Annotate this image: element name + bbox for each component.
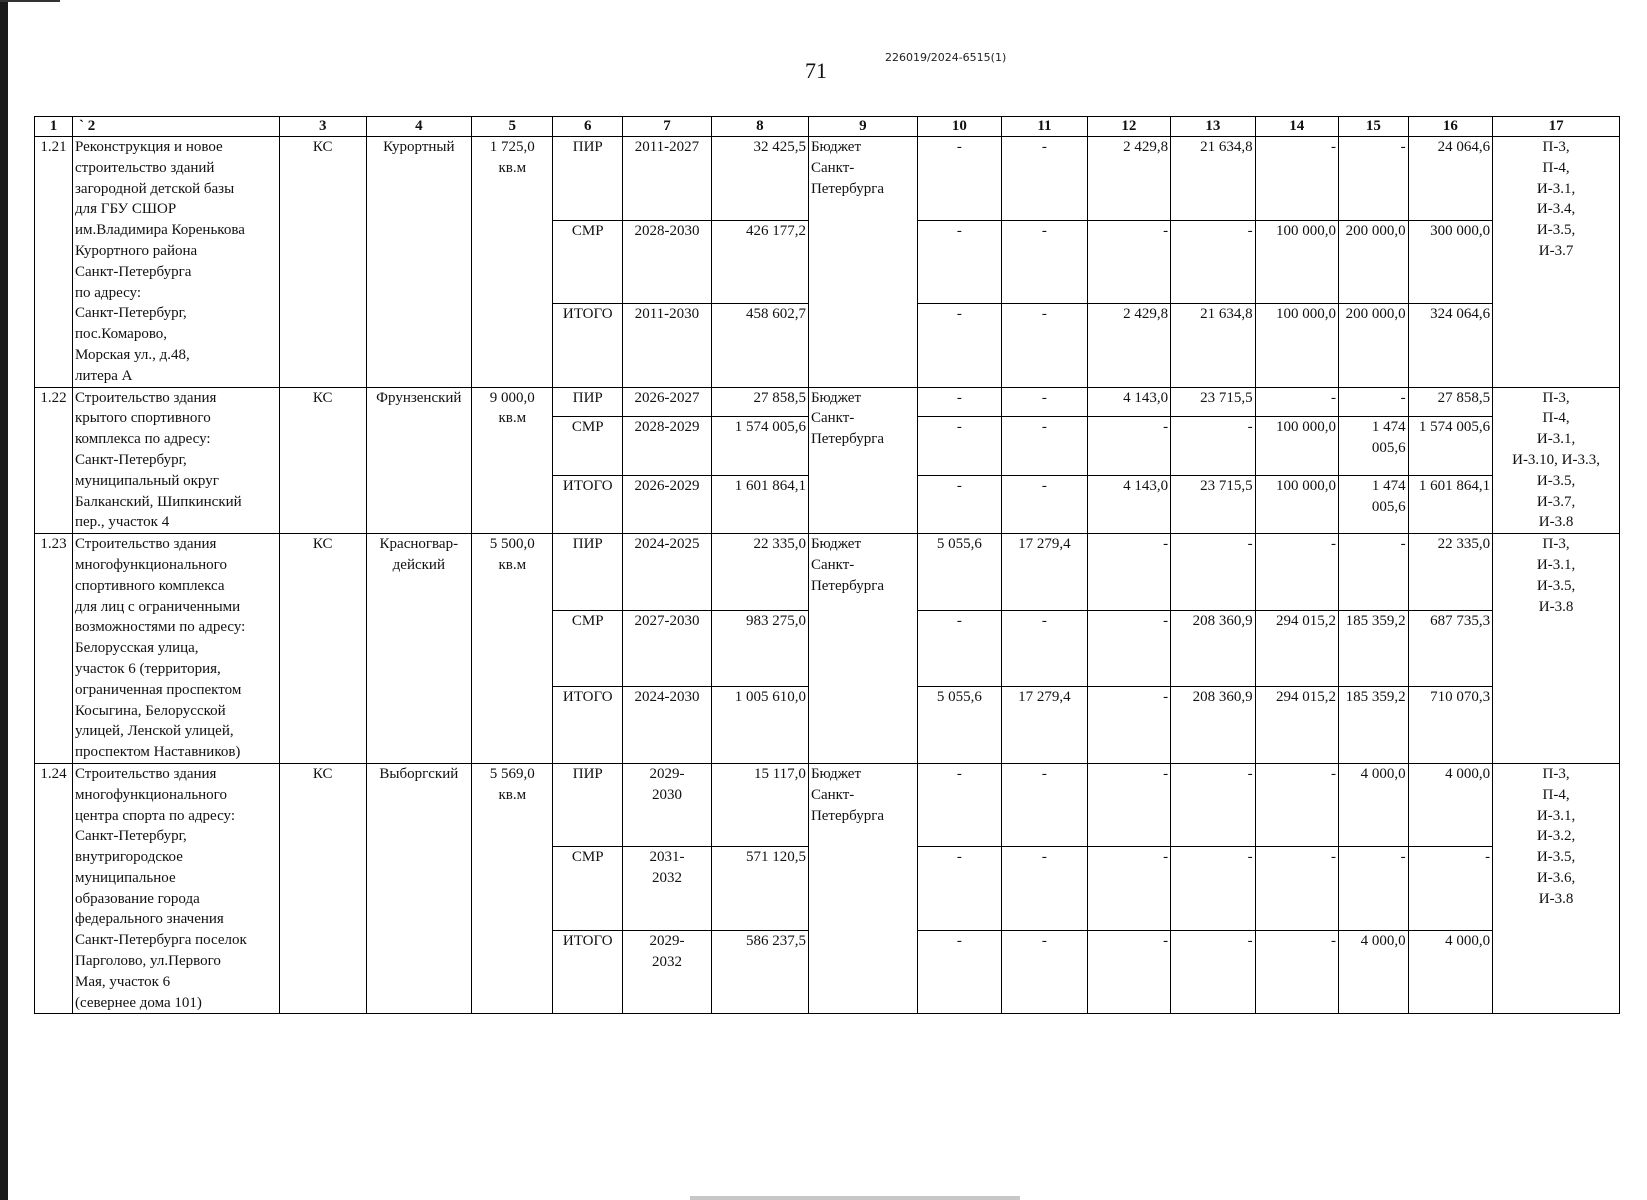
cell-v12: 2 429,8	[1087, 137, 1170, 221]
cell-v12: -	[1087, 930, 1170, 1014]
cell-v12: -	[1087, 610, 1170, 687]
cell-v15: 185 359,2	[1338, 610, 1408, 687]
table-body	[35, 117, 1620, 1014]
row-number: 1.22	[35, 387, 73, 534]
col-header-13: 13	[1171, 117, 1255, 137]
cell-v11: 17 279,4	[1002, 687, 1088, 764]
cell-period: 2026-2027	[623, 387, 712, 417]
object-type: КС	[279, 387, 366, 534]
cell-total: 22 335,0	[711, 534, 808, 611]
capacity: 9 000,0 кв.м	[472, 387, 553, 534]
cell-stage: ПИР	[553, 534, 623, 611]
capacity: 5 500,0 кв.м	[472, 534, 553, 764]
cell-period: 2029- 2030	[623, 763, 712, 847]
cell-period: 2011-2030	[623, 304, 712, 388]
table-row	[35, 534, 1620, 611]
cell-stage: ИТОГО	[553, 475, 623, 533]
cell-v13: 23 715,5	[1171, 387, 1255, 417]
funding-source: Бюджет Санкт- Петербурга	[808, 763, 917, 1014]
cell-v13: -	[1171, 847, 1255, 931]
cell-v12: -	[1087, 220, 1170, 304]
cell-period: 2024-2030	[623, 687, 712, 764]
cell-period: 2029- 2032	[623, 930, 712, 1014]
codes: П-3, П-4, И-3.1, И-3.2, И-3.5, И-3.6, И-3.8	[1493, 763, 1620, 1014]
cell-total: 586 237,5	[711, 930, 808, 1014]
cell-v11: -	[1002, 304, 1088, 388]
capacity: 5 569,0 кв.м	[472, 763, 553, 1014]
table-row	[35, 387, 1620, 417]
cell-v13: 208 360,9	[1171, 610, 1255, 687]
scan-mark	[0, 0, 60, 2]
cell-v10: -	[917, 847, 1001, 931]
cell-v12: -	[1087, 534, 1170, 611]
cell-v16: 4 000,0	[1408, 763, 1492, 847]
district: Выборгский	[366, 763, 472, 1014]
district: Красногвар- дейский	[366, 534, 472, 764]
col-header-5: 5	[472, 117, 553, 137]
cell-v13: -	[1171, 220, 1255, 304]
cell-v15: 4 000,0	[1338, 930, 1408, 1014]
cell-v15: 200 000,0	[1338, 220, 1408, 304]
cell-v16: 4 000,0	[1408, 930, 1492, 1014]
district: Курортный	[366, 137, 472, 388]
cell-v14: -	[1255, 763, 1338, 847]
object-type: КС	[279, 137, 366, 388]
header-row	[35, 117, 1620, 137]
cell-v14: 294 015,2	[1255, 687, 1338, 764]
cell-v14: -	[1255, 534, 1338, 611]
cell-stage: ИТОГО	[553, 930, 623, 1014]
cell-v11: -	[1002, 417, 1088, 475]
cell-v16: 22 335,0	[1408, 534, 1492, 611]
table-row	[35, 137, 1620, 221]
cell-v12: -	[1087, 687, 1170, 764]
object-name: Реконструкция и новое строительство зданий загородной детской базы для ГБУ СШОР им.Владимира Коренькова Курортного района Санкт-Петербурга по адресу: Санкт-Петербург, пос.Комарово, Морская ул., д.48, литера А	[73, 137, 280, 388]
cell-v10: -	[917, 417, 1001, 475]
cell-v14: -	[1255, 930, 1338, 1014]
col-header-8: 8	[711, 117, 808, 137]
cell-period: 2024-2025	[623, 534, 712, 611]
cell-v14: 294 015,2	[1255, 610, 1338, 687]
cell-v11: -	[1002, 930, 1088, 1014]
district: Фрунзенский	[366, 387, 472, 534]
cell-v10: -	[917, 137, 1001, 221]
cell-v13: -	[1171, 534, 1255, 611]
cell-total: 1 601 864,1	[711, 475, 808, 533]
scan-edge	[0, 0, 8, 1200]
cell-total: 983 275,0	[711, 610, 808, 687]
cell-v11: -	[1002, 387, 1088, 417]
cell-v14: -	[1255, 387, 1338, 417]
cell-period: 2031- 2032	[623, 847, 712, 931]
cell-v10: 5 055,6	[917, 687, 1001, 764]
cell-v10: -	[917, 220, 1001, 304]
cell-v14: 100 000,0	[1255, 475, 1338, 533]
cell-v11: -	[1002, 220, 1088, 304]
cell-v15: -	[1338, 387, 1408, 417]
cell-period: 2026-2029	[623, 475, 712, 533]
cell-total: 32 425,5	[711, 137, 808, 221]
cell-v12: -	[1087, 763, 1170, 847]
col-header-11: 11	[1002, 117, 1088, 137]
cell-v13: 23 715,5	[1171, 475, 1255, 533]
cell-v13: 21 634,8	[1171, 304, 1255, 388]
cell-period: 2028-2030	[623, 220, 712, 304]
cell-v11: -	[1002, 610, 1088, 687]
cell-v16: 300 000,0	[1408, 220, 1492, 304]
cell-v10: 5 055,6	[917, 534, 1001, 611]
cell-v15: 1 474 005,6	[1338, 417, 1408, 475]
cell-v11: -	[1002, 137, 1088, 221]
document-id: 226019/2024-6515(1)	[885, 51, 1007, 64]
cell-v15: -	[1338, 534, 1408, 611]
cell-stage: ПИР	[553, 763, 623, 847]
cell-stage: СМР	[553, 610, 623, 687]
cell-v15: 1 474 005,6	[1338, 475, 1408, 533]
col-header-10: 10	[917, 117, 1001, 137]
cell-v14: 100 000,0	[1255, 417, 1338, 475]
cell-total: 426 177,2	[711, 220, 808, 304]
col-header-4: 4	[366, 117, 472, 137]
cell-v11: 17 279,4	[1002, 534, 1088, 611]
object-name: Строительство здания многофункционального центра спорта по адресу: Санкт-Петербург, внутригородское муниципальное образование города федерального значения Санкт-Петербурга поселок Парголово, ул.Первого Мая, участок 6 (севернее дома 101)	[73, 763, 280, 1014]
cell-v15: 200 000,0	[1338, 304, 1408, 388]
table-row	[35, 763, 1620, 847]
funding-source: Бюджет Санкт- Петербурга	[808, 137, 917, 388]
cell-v14: -	[1255, 137, 1338, 221]
col-header-2: ` 2	[73, 117, 280, 137]
cell-v12: 4 143,0	[1087, 475, 1170, 533]
col-header-7: 7	[623, 117, 712, 137]
object-name: Строительство здания многофункционального спортивного комплекса для лиц с ограниченными возможностями по адресу: Белорусская улица, участок 6 (территория, ограниченная проспектом Косыгина, Белорусской улицей, Ленской улицей, проспектом Наставников)	[73, 534, 280, 764]
scan-artifact	[690, 1196, 1020, 1200]
cell-v12: -	[1087, 417, 1170, 475]
cell-v10: -	[917, 304, 1001, 388]
cell-v15: -	[1338, 847, 1408, 931]
col-header-15: 15	[1338, 117, 1408, 137]
object-type: КС	[279, 763, 366, 1014]
row-number: 1.23	[35, 534, 73, 764]
cell-v16: 1 601 864,1	[1408, 475, 1492, 533]
cell-v10: -	[917, 475, 1001, 533]
col-header-16: 16	[1408, 117, 1492, 137]
cell-stage: СМР	[553, 847, 623, 931]
cell-period: 2027-2030	[623, 610, 712, 687]
cell-v16: 24 064,6	[1408, 137, 1492, 221]
cell-v13: -	[1171, 930, 1255, 1014]
cell-v16: 324 064,6	[1408, 304, 1492, 388]
cell-total: 1 005 610,0	[711, 687, 808, 764]
capacity: 1 725,0 кв.м	[472, 137, 553, 388]
cell-v15: 4 000,0	[1338, 763, 1408, 847]
cell-v11: -	[1002, 475, 1088, 533]
cell-v14: 100 000,0	[1255, 304, 1338, 388]
cell-stage: ПИР	[553, 387, 623, 417]
cell-v10: -	[917, 763, 1001, 847]
col-header-1: 1	[35, 117, 73, 137]
cell-v16: 687 735,3	[1408, 610, 1492, 687]
cell-stage: ИТОГО	[553, 687, 623, 764]
codes: П-3, П-4, И-3.1, И-3.4, И-3.5, И-3.7	[1493, 137, 1620, 388]
row-number: 1.21	[35, 137, 73, 388]
cell-v13: 21 634,8	[1171, 137, 1255, 221]
row-number: 1.24	[35, 763, 73, 1014]
cell-period: 2028-2029	[623, 417, 712, 475]
cell-total: 15 117,0	[711, 763, 808, 847]
col-header-9: 9	[808, 117, 917, 137]
col-header-3: 3	[279, 117, 366, 137]
cell-total: 27 858,5	[711, 387, 808, 417]
cell-v13: -	[1171, 763, 1255, 847]
cell-v14: -	[1255, 847, 1338, 931]
codes: П-3, П-4, И-3.1, И-3.10, И-3.3, И-3.5, И-3.7, И-3.8	[1493, 387, 1620, 534]
cell-v14: 100 000,0	[1255, 220, 1338, 304]
cell-v15: 185 359,2	[1338, 687, 1408, 764]
program-table	[34, 116, 1620, 1014]
cell-stage: ИТОГО	[553, 304, 623, 388]
cell-v10: -	[917, 930, 1001, 1014]
col-header-6: 6	[553, 117, 623, 137]
cell-period: 2011-2027	[623, 137, 712, 221]
cell-stage: СМР	[553, 220, 623, 304]
col-header-14: 14	[1255, 117, 1338, 137]
cell-total: 571 120,5	[711, 847, 808, 931]
cell-v13: 208 360,9	[1171, 687, 1255, 764]
cell-v10: -	[917, 387, 1001, 417]
cell-total: 458 602,7	[711, 304, 808, 388]
cell-v16: 710 070,3	[1408, 687, 1492, 764]
codes: П-3, И-3.1, И-3.5, И-3.8	[1493, 534, 1620, 764]
cell-total: 1 574 005,6	[711, 417, 808, 475]
cell-v15: -	[1338, 137, 1408, 221]
cell-v16: 27 858,5	[1408, 387, 1492, 417]
cell-stage: ПИР	[553, 137, 623, 221]
col-header-17: 17	[1493, 117, 1620, 137]
cell-v16: 1 574 005,6	[1408, 417, 1492, 475]
cell-v11: -	[1002, 847, 1088, 931]
cell-v12: -	[1087, 847, 1170, 931]
funding-source: Бюджет Санкт- Петербурга	[808, 534, 917, 764]
object-type: КС	[279, 534, 366, 764]
object-name: Строительство здания крытого спортивного комплекса по адресу: Санкт-Петербург, муниципальный округ Балканский, Шипкинский пер., участок 4	[73, 387, 280, 534]
cell-v16: -	[1408, 847, 1492, 931]
cell-v13: -	[1171, 417, 1255, 475]
cell-stage: СМР	[553, 417, 623, 475]
funding-source: Бюджет Санкт- Петербурга	[808, 387, 917, 534]
cell-v10: -	[917, 610, 1001, 687]
col-header-12: 12	[1087, 117, 1170, 137]
cell-v11: -	[1002, 763, 1088, 847]
page-number: 71	[805, 58, 827, 83]
cell-v12: 4 143,0	[1087, 387, 1170, 417]
cell-v12: 2 429,8	[1087, 304, 1170, 388]
